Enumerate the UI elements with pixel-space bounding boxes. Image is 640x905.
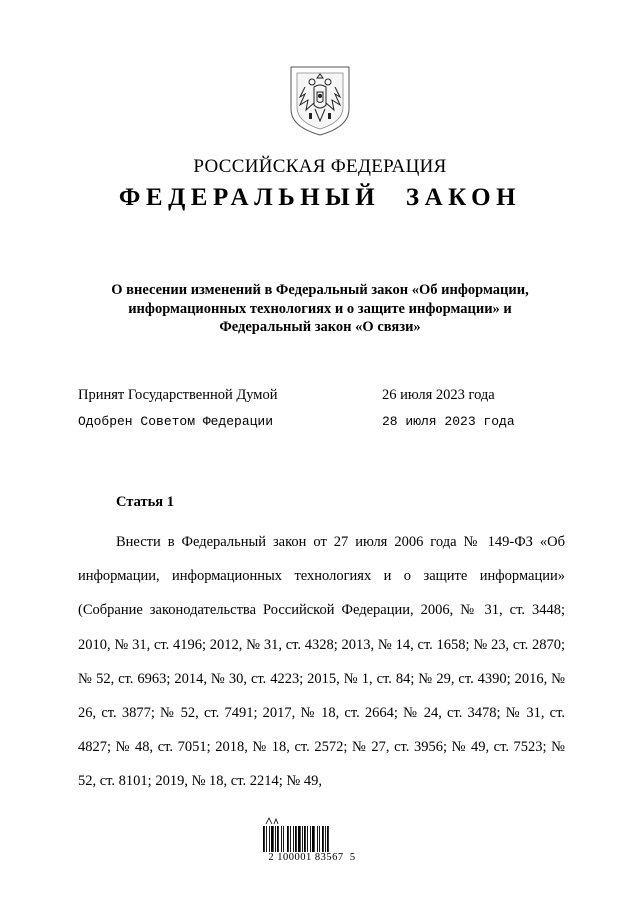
- federation-council-label: Одобрен Советом Федерации: [78, 414, 274, 429]
- federation-council-date: 28 июля 2023 года: [382, 414, 515, 429]
- country-name: РОССИЙСКАЯ ФЕДЕРАЦИЯ: [193, 156, 447, 177]
- law-title: О внесении изменений в Федеральный закон «Об информации, информационных технологиях и о защите информации» и Федеральный закон «О связи»: [111, 282, 529, 335]
- law-type-heading: ФЕДЕРАЛЬНЫЙ ЗАКОН: [118, 184, 522, 211]
- duma-adoption-date: 26 июля 2023 года: [382, 387, 495, 403]
- barcode-number: 2 100001 83567 5: [268, 852, 356, 863]
- coat-of-arms-emblem: [287, 63, 353, 137]
- article-heading: Статья 1: [116, 494, 174, 510]
- duma-adoption-label: Принят Государственной Думой: [78, 387, 278, 403]
- duma-adoption-row: [78, 387, 558, 407]
- federation-council-approval-row: [78, 414, 558, 434]
- article-body-text: Внести в Федеральный закон от 27 июля 2006 года № 149-ФЗ «Об информации, информационных технологиях и о защите информации» (Собрание законодательства Российской Федерации, 2006, № 31, ст. 3448; 2010, № 31, ст. 4196; 2012, № 31, ст. 4328; 2013, № 14, ст. 1658; № 23, ст. 2870; № 52, ст. 6963; 2014, № 30, ст. 4223; 2015, № 1, ст. 84; № 29, ст. 4390; 2016, № 26, ст. 3877; № 52, ст. 7491; 2017, № 18, ст. 2664; № 24, ст. 3478; № 31, ст. 4827; № 48, ст. 7051; 2018, № 18, ст. 2572; № 27, ст. 3956; № 49, ст. 7523; № 52, ст. 8101; 2019, № 18, ст. 2214; № 49,: [78, 534, 565, 790]
- barcode-icon: [262, 816, 354, 852]
